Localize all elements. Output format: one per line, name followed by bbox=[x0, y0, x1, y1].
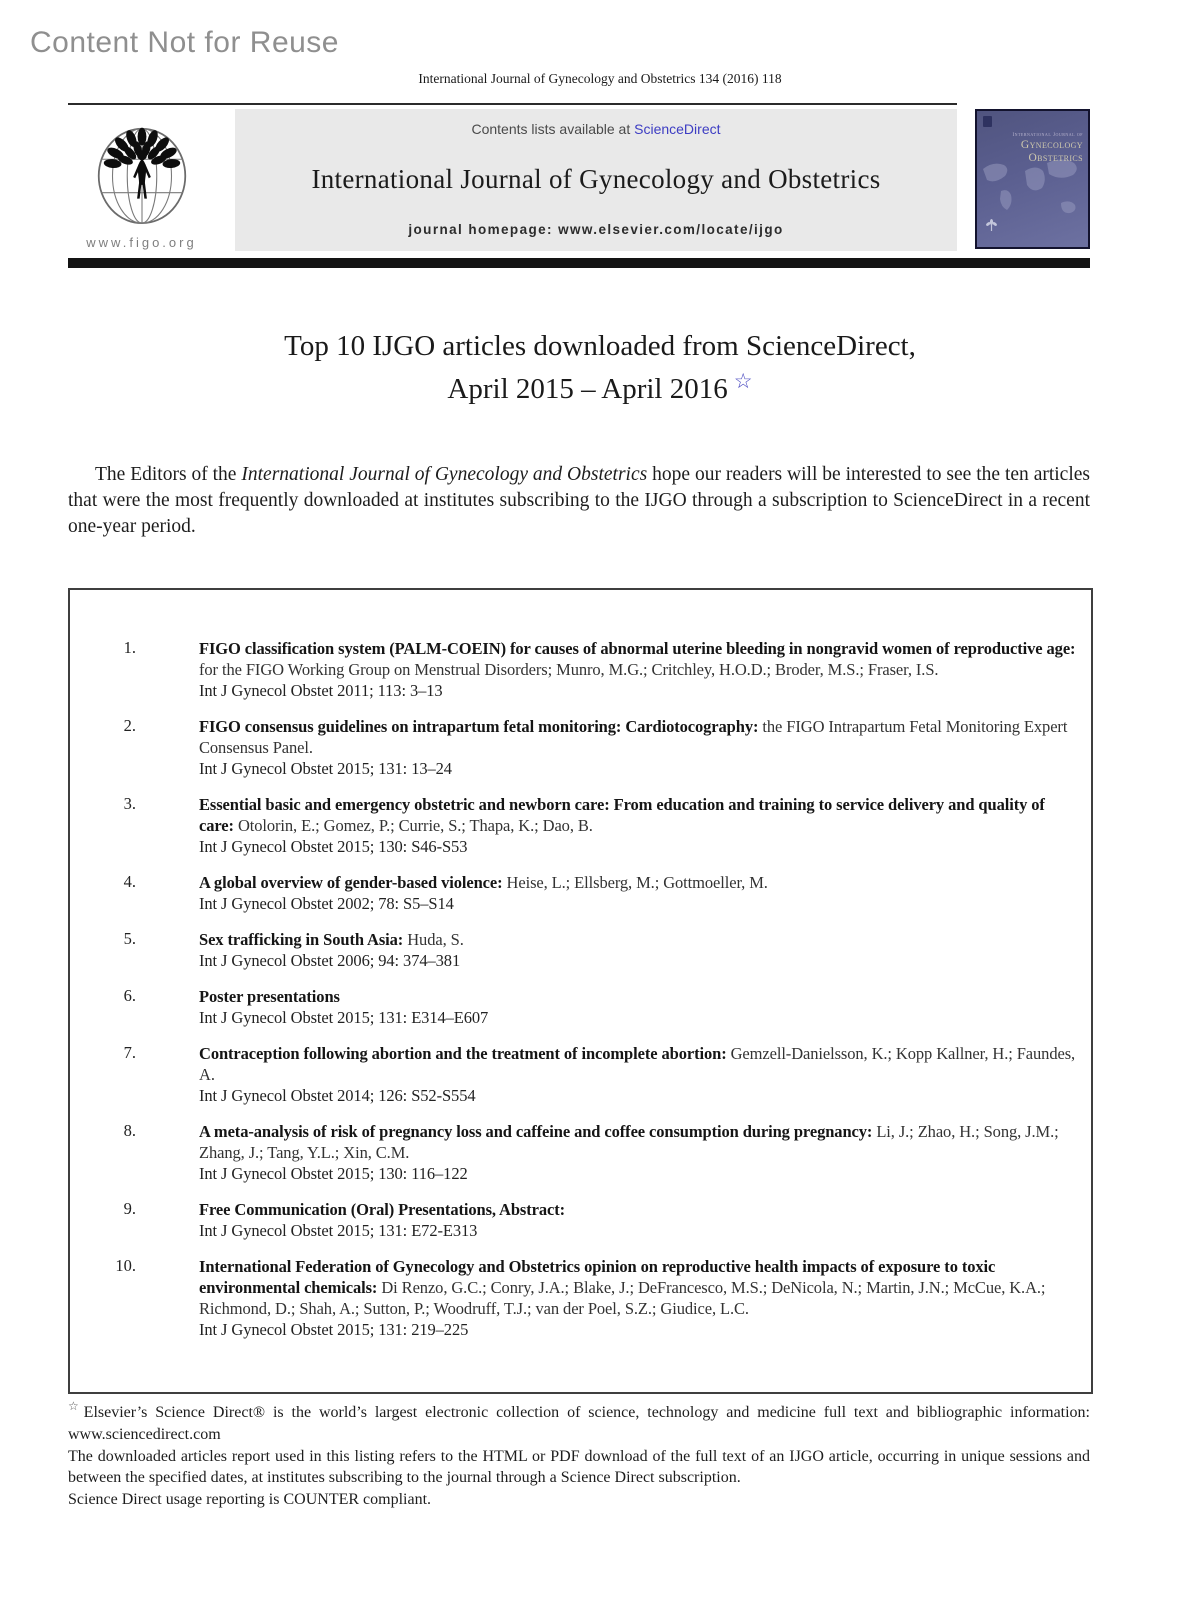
header-top-rule bbox=[68, 103, 957, 105]
journal-cover-thumbnail bbox=[975, 109, 1090, 249]
article-title-bold: FIGO consensus guidelines on intrapartum fetal monitoring: Cardiotocography: bbox=[199, 717, 759, 736]
article-item bbox=[106, 638, 1083, 701]
cover-title-obstetrics: Obstetrics bbox=[1028, 151, 1083, 164]
article-citation: Int J Gynecol Obstet 2006; 94: 374–381 bbox=[199, 951, 461, 970]
article-number: 2. bbox=[123, 716, 136, 735]
page-title: Top 10 IJGO articles downloaded from ScienceDirect, April 2015 – April 2016 ☆ bbox=[284, 330, 916, 405]
article-number: 4. bbox=[123, 872, 136, 891]
journal-banner bbox=[235, 109, 957, 251]
article-authors: Otolorin, E.; Gomez, P.; Currie, S.; Thapa, K.; Dao, B. bbox=[233, 816, 593, 835]
article-item bbox=[106, 929, 1083, 971]
article-title-bold: Contraception following abortion and the treatment of incomplete abortion: bbox=[199, 1044, 727, 1063]
article-authors: Li, J.; Zhao, H.; Song, J.M.; Zhang, J.; Tang, Y.L.; Xin, C.M. bbox=[199, 1122, 1059, 1162]
footnote-download-report: The downloaded articles report used in this listing refers to the HTML or PDF download of the full text of an IJGO article, occurring in unique sessions and between the specified dates, at institutes subscribing to the journal through a Science Direct subscription. bbox=[68, 1447, 1090, 1487]
article-citation: Int J Gynecol Obstet 2011; 113: 3–13 bbox=[199, 681, 443, 700]
figo-url-link[interactable]: www.figo.org bbox=[86, 235, 197, 250]
journal-title: International Journal of Gynecology and Obstetrics bbox=[311, 164, 881, 194]
article-title-bold: FIGO classification system (PALM-COEIN) for causes of abnormal uterine bleeding in nongravid women of reproductive age: bbox=[199, 639, 1076, 658]
article-number: 9. bbox=[123, 1199, 136, 1218]
footnotes bbox=[68, 1398, 1090, 1511]
article-item bbox=[106, 716, 1083, 779]
article-number: 3. bbox=[123, 794, 136, 813]
figo-logo-block bbox=[68, 109, 215, 250]
article-number: 5. bbox=[123, 929, 136, 948]
article-list-rows bbox=[106, 638, 1083, 1340]
article-title-bold: A global overview of gender-based violence: bbox=[199, 873, 503, 892]
article-title-bold: Poster presentations bbox=[199, 987, 340, 1006]
article-title-bold: A meta-analysis of risk of pregnancy loss and caffeine and coffee consumption during pregnancy: bbox=[199, 1122, 873, 1141]
article-citation: Int J Gynecol Obstet 2015; 130: 116–122 bbox=[199, 1164, 468, 1183]
article-authors: Di Renzo, G.C.; Conry, J.A.; Blake, J.; DeFrancesco, M.S.; DeNicola, N.; Martin, J.N.; McCue, K.A.; Richmond, D.; Shah, A.; Sutton, P.; Woodruff, T.J.; van der Poel, S.Z.; Giudice, L.C. bbox=[199, 1278, 1046, 1318]
article-number: 1. bbox=[123, 638, 136, 657]
contents-line: Contents lists available at ScienceDirect bbox=[471, 121, 721, 137]
figo-tree-globe-icon bbox=[68, 115, 215, 233]
sciencedirect-link[interactable]: ScienceDirect bbox=[634, 121, 721, 137]
article-authors: for the FIGO Working Group on Menstrual Disorders; Munro, M.G.; Critchley, H.O.D.; Broder, M.S.; Fraser, I.S. bbox=[199, 660, 939, 679]
top10-article-list bbox=[68, 588, 1093, 1394]
content-not-for-reuse-watermark: Content Not for Reuse bbox=[30, 26, 339, 59]
article-citation: Int J Gynecol Obstet 2014; 126: S52-S554 bbox=[199, 1086, 476, 1105]
article-citation: Int J Gynecol Obstet 2015; 130: S46-S53 bbox=[199, 837, 468, 856]
article-item bbox=[106, 1256, 1083, 1340]
intro-paragraph: The Editors of the International Journal of Gynecology and Obstetrics hope our readers will be interested to see the ten articles that were the most frequently downloaded at institutes subscribing to the IJGO through a subscription to ScienceDirect in a recent one-year period. bbox=[68, 464, 1090, 537]
article-title-bold: Sex trafficking in South Asia: bbox=[199, 930, 404, 949]
article-authors: Huda, S. bbox=[403, 930, 464, 949]
cover-figo-mini-logo-icon bbox=[985, 218, 998, 239]
article-title-bold: International Federation of Gynecology and Obstetrics opinion on reproductive health impacts of exposure to toxic environmental chemicals: bbox=[199, 1257, 996, 1297]
article-item bbox=[106, 794, 1083, 857]
article-authors: Heise, L.; Ellsberg, M.; Gottmoeller, M. bbox=[502, 873, 768, 892]
header-divider-bar bbox=[68, 258, 1090, 268]
article-citation: Int J Gynecol Obstet 2015; 131: E314–E607 bbox=[199, 1008, 489, 1027]
running-head: International Journal of Gynecology and Obstetrics 134 (2016) 118 bbox=[418, 71, 782, 86]
article-citation: Int J Gynecol Obstet 2015; 131: 13–24 bbox=[199, 759, 452, 778]
article-citation: Int J Gynecol Obstet 2002; 78: S5–S14 bbox=[199, 894, 454, 913]
article-item bbox=[106, 872, 1083, 914]
footnote-counter: Science Direct usage reporting is COUNTER compliant. bbox=[68, 1491, 432, 1508]
article-number: 6. bbox=[123, 986, 136, 1005]
article-item bbox=[106, 986, 1083, 1028]
article-number: 7. bbox=[123, 1043, 136, 1062]
footnote-star-icon: ☆ bbox=[68, 1399, 83, 1413]
journal-header bbox=[68, 103, 1090, 251]
article-number: 8. bbox=[123, 1121, 136, 1140]
cover-small-title: International Journal of bbox=[1012, 133, 1083, 138]
footnote-sciencedirect: ☆Elsevier’s Science Direct® is the world’s largest electronic collection of science, technology and medicine full text and bibliographic information: www.sciencedirect.com bbox=[68, 1399, 1091, 1443]
article-title-bold: Essential basic and emergency obstetric and newborn care: From education and training to service delivery and quality of care: bbox=[199, 795, 1045, 835]
article-number: 10. bbox=[115, 1256, 136, 1275]
article-title-bold: Free Communication (Oral) Presentations, Abstract: bbox=[199, 1200, 566, 1219]
article-citation: Int J Gynecol Obstet 2015; 131: E72-E313 bbox=[199, 1221, 478, 1240]
cover-title-gynecology: Gynecology bbox=[1020, 138, 1083, 151]
article-authors: Gemzell-Danielsson, K.; Kopp Kallner, H.; Faundes, A. bbox=[199, 1044, 1076, 1084]
article-item bbox=[106, 1043, 1083, 1106]
cover-emblem-icon bbox=[983, 116, 992, 127]
article-authors: the FIGO Intrapartum Fetal Monitoring Expert Consensus Panel. bbox=[199, 717, 1068, 757]
article-item bbox=[106, 1199, 1083, 1241]
journal-homepage-link[interactable]: journal homepage: www.elsevier.com/locate/ijgo bbox=[408, 222, 784, 237]
article-item bbox=[106, 1121, 1083, 1184]
article-citation: Int J Gynecol Obstet 2015; 131: 219–225 bbox=[199, 1320, 469, 1339]
title-footnote-star-icon: ☆ bbox=[733, 368, 753, 393]
